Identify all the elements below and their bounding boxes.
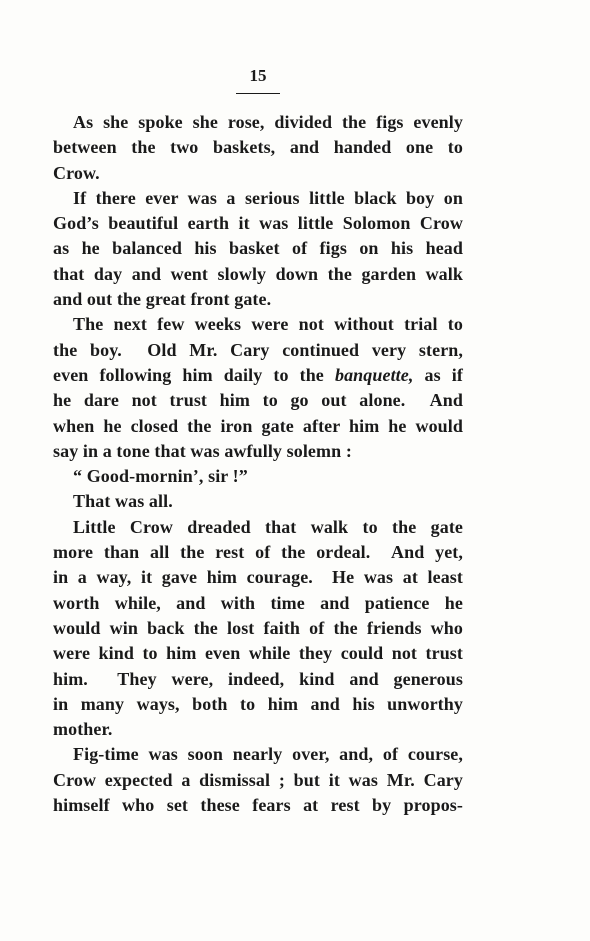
- text-line: more than all the rest of the ordeal. And yet,: [53, 542, 463, 563]
- text-line: Crow.: [53, 162, 100, 183]
- text-line: “ Good-mornin’, sir !”: [73, 466, 248, 487]
- text-line: If there ever was a serious little black boy on: [73, 187, 463, 208]
- text-line: say in a tone that was awfully solemn :: [53, 440, 352, 461]
- text-line: the boy. Old Mr. Cary continued very stern,: [53, 339, 463, 360]
- text-line: Fig-time was soon nearly over, and, of course,: [73, 744, 463, 765]
- text-line: would win back the lost faith of the friends who: [53, 617, 463, 638]
- text-line: [53, 363, 463, 388]
- italic-word: banquette,: [334, 364, 414, 385]
- text-line: Little Crow dreaded that walk to the gate: [73, 516, 463, 537]
- text-line: as he balanced his basket of figs on his head: [53, 238, 463, 259]
- text-line: The next few weeks were not without trial to: [73, 314, 463, 335]
- text-line: and out the great front gate.: [53, 289, 272, 310]
- text-segment: even following him daily to the: [53, 364, 335, 385]
- text-line: God’s beautiful earth it was little Solomon Crow: [53, 213, 463, 234]
- text-segment: as if: [413, 364, 464, 385]
- text-line: Crow expected a dismissal ; but it was Mr. Cary: [53, 769, 463, 790]
- page-number-rule: [236, 93, 280, 94]
- text-line: As she spoke she rose, divided the figs evenly: [73, 112, 463, 132]
- text-line: worth while, and with time and patience he: [53, 592, 463, 613]
- text-line: were kind to him even while they could not trust: [53, 643, 463, 664]
- text-line: in a way, it gave him courage. He was at least: [53, 567, 463, 588]
- body-text: [53, 110, 463, 818]
- text-line: between the two baskets, and handed one to: [53, 137, 463, 158]
- text-line: when he closed the iron gate after him he would: [53, 415, 463, 436]
- text-line: That was all.: [73, 491, 173, 512]
- page-number: 15: [249, 66, 267, 85]
- text-line: mother.: [53, 719, 113, 740]
- text-line: in many ways, both to him and his unworthy: [53, 693, 463, 714]
- text-line: himself who set these fears at rest by propos-: [53, 795, 463, 816]
- text-line: him. They were, indeed, kind and generous: [53, 668, 463, 689]
- text-line: he dare not trust him to go out alone. And: [53, 390, 463, 411]
- text-line: that day and went slowly down the garden walk: [53, 263, 463, 284]
